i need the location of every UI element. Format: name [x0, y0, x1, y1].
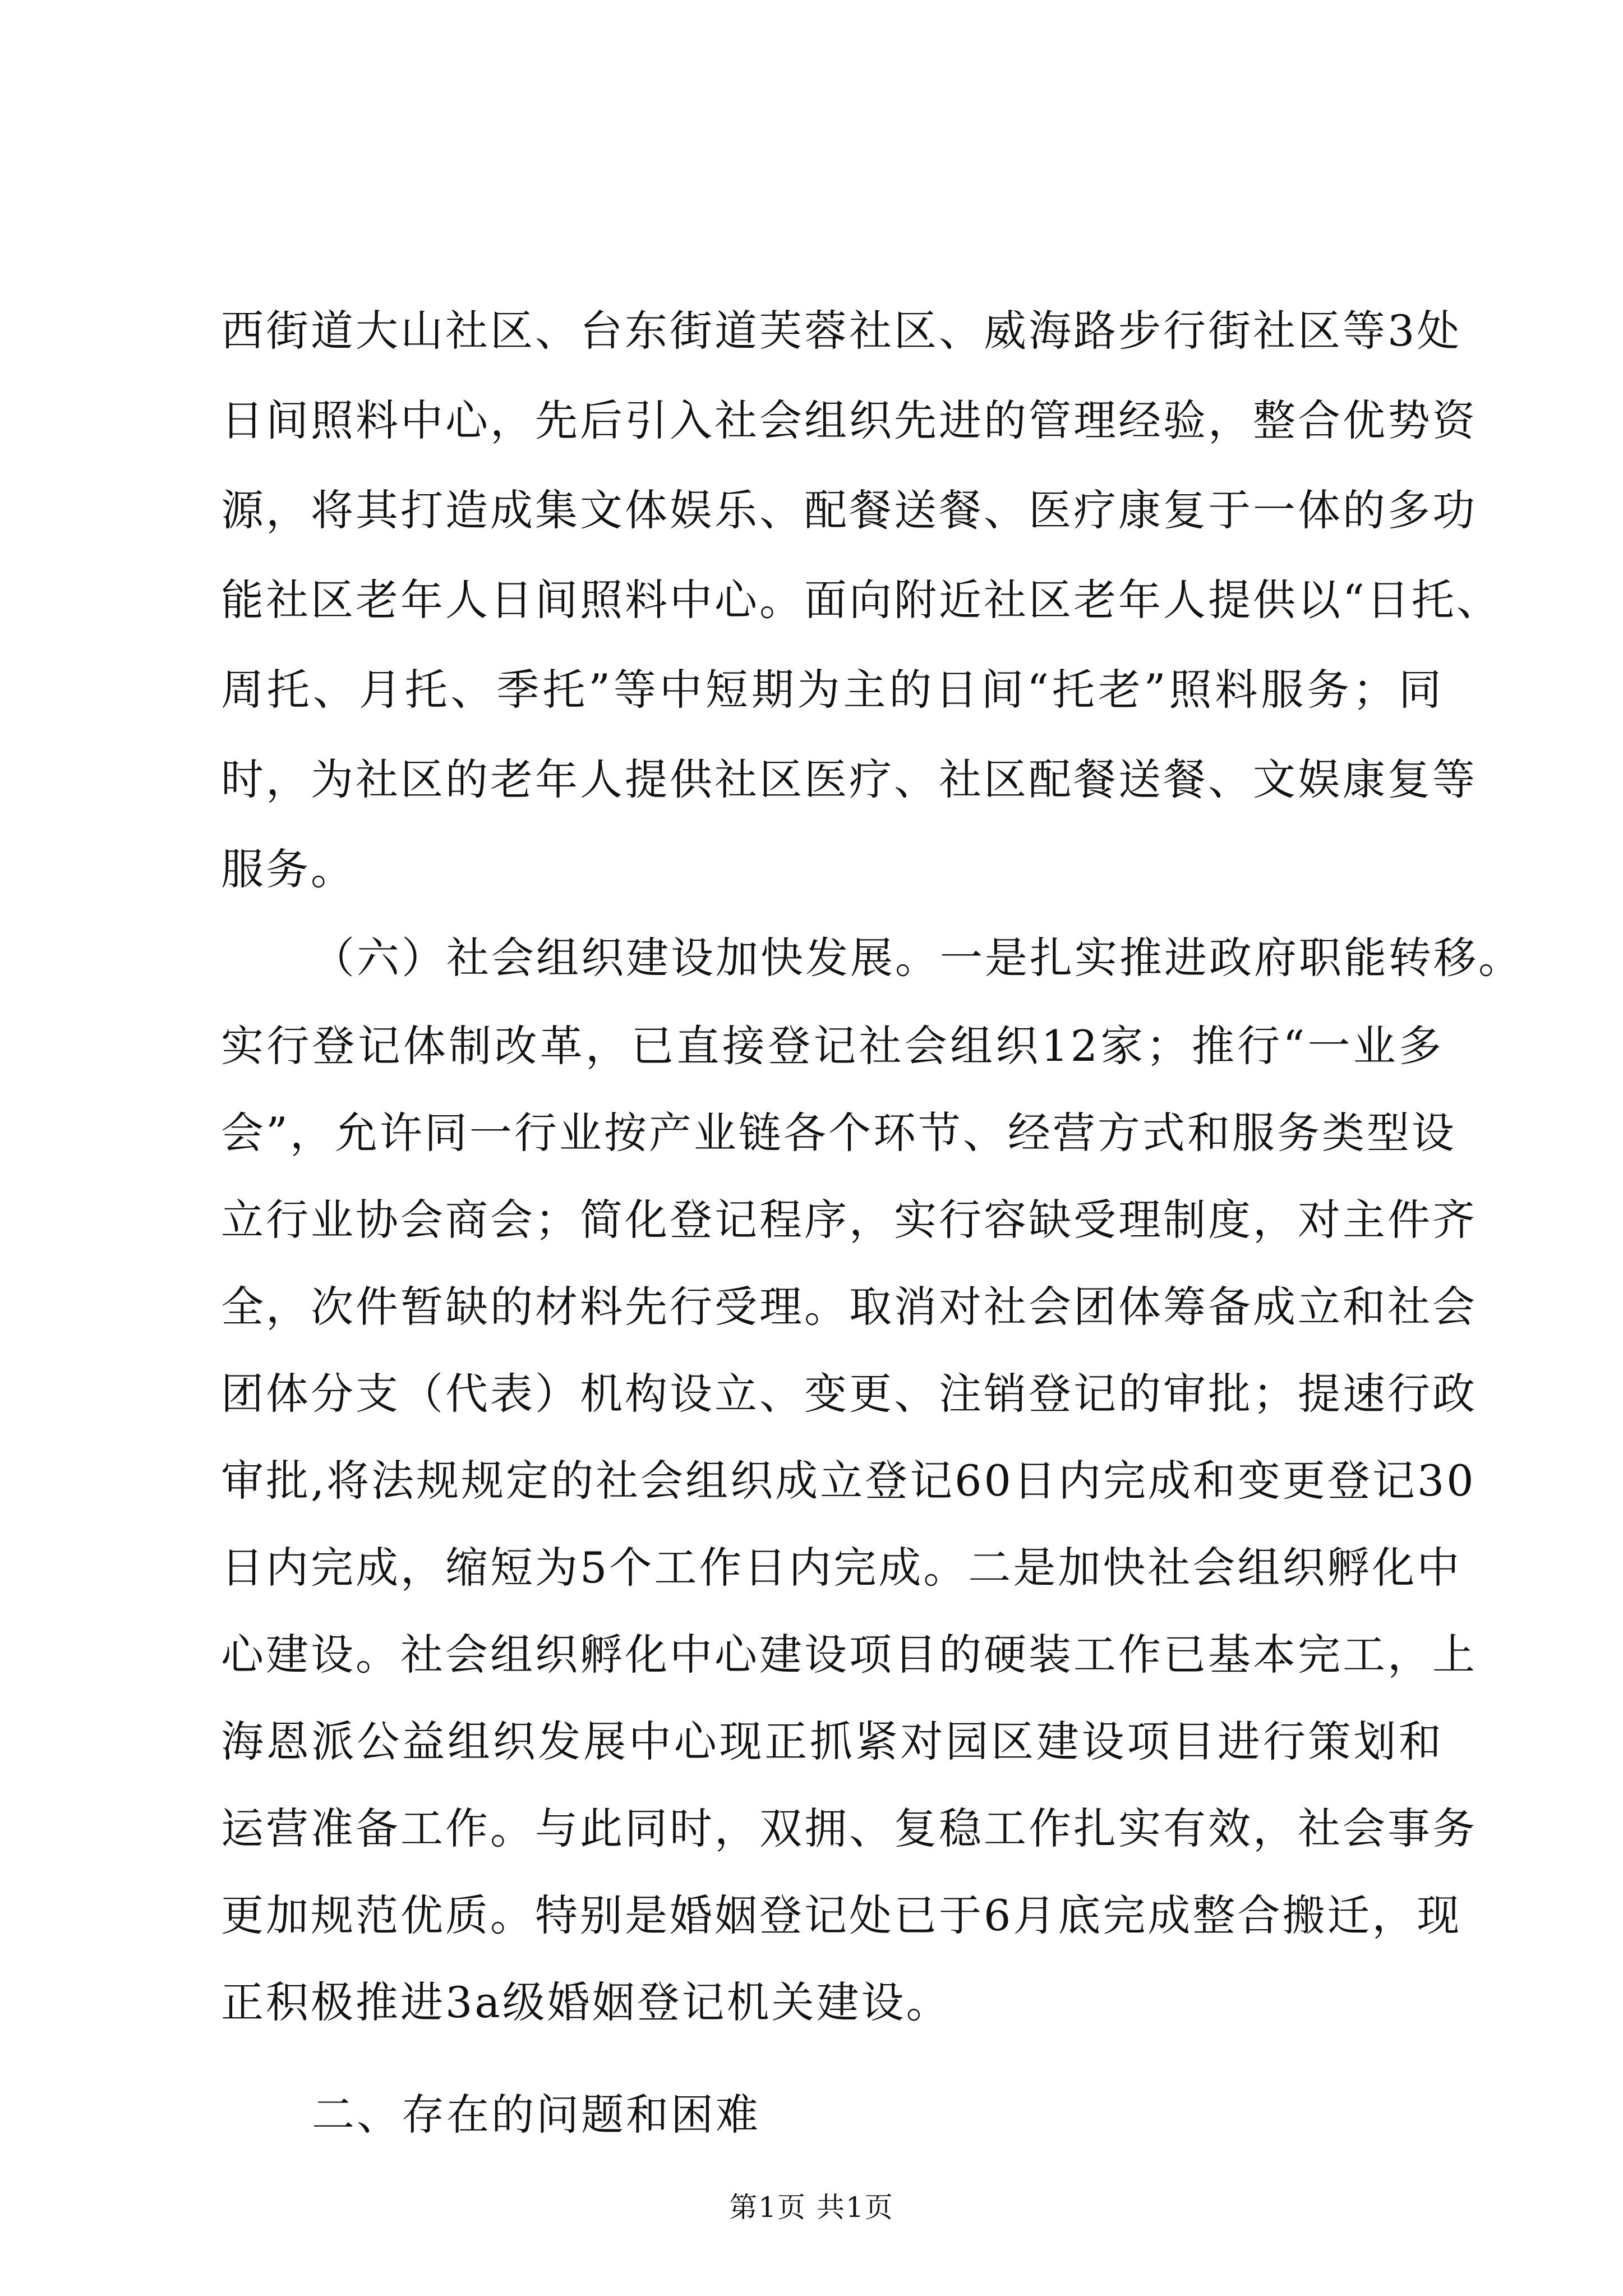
- body-line: 日内完成，缩短为5个工作日内完成。二是加快社会组织孵化中: [221, 1543, 1462, 1593]
- body-line: 全，次件暂缺的材料先行受理。取消对社会团体筹备成立和社会: [221, 1282, 1477, 1332]
- body-line: 审批,将法规规定的社会组织成立登记60日内完成和变更登记30: [221, 1456, 1476, 1506]
- body-line: 运营准备工作。与此同时，双拥、复稳工作扎实有效，社会事务: [221, 1803, 1477, 1853]
- body-line: 心建设。社会组织孵化中心建设项目的硬装工作已基本完工，上: [221, 1630, 1477, 1680]
- body-line: 日间照料中心，先后引入社会组织先进的管理经验，整合优势资: [221, 395, 1477, 445]
- body-line: 源，将其打造成集文体娱乐、配餐送餐、医疗康复于一体的多功: [221, 485, 1477, 535]
- section-heading-two: 二、存在的问题和困难: [312, 2090, 760, 2139]
- body-line: 立行业协会商会；简化登记程序，实行容缺受理制度，对主件齐: [221, 1195, 1477, 1245]
- body-line: 西街道大山社区、台东街道芙蓉社区、威海路步行街社区等3处: [221, 306, 1462, 356]
- body-line: 服务。: [221, 844, 356, 894]
- body-line: 团体分支（代表）机构设立、变更、注销登记的审批；提速行政: [221, 1369, 1477, 1419]
- body-line: 时，为社区的老年人提供社区医疗、社区配餐送餐、文娱康复等: [221, 754, 1477, 804]
- page-footer: 第1页 共1页: [729, 2191, 894, 2224]
- body-line: 正积极推进3a级婚姻登记机关建设。: [221, 1977, 951, 2027]
- body-line: 能社区老年人日间照料中心。面向附近社区老年人提供以“日托、: [221, 575, 1501, 625]
- body-line: 海恩派公益组织发展中心现正抓紧对园区建设项目进行策划和: [221, 1717, 1444, 1766]
- body-line: 会”，允许同一行业按产业链各个环节、经营方式和服务类型设: [221, 1108, 1456, 1158]
- body-line: 周托、月托、季托”等中短期为主的日间“托老”照料服务；同: [221, 665, 1444, 715]
- body-line: 实行登记体制改革，已直接登记社会组织12家；推行“一业多: [221, 1021, 1444, 1071]
- body-line: 更加规范优质。特别是婚姻登记处已于6月底完成整合搬迁，现: [221, 1890, 1462, 1940]
- section-heading-six: （六）社会组织建设加快发展。一是扎实推进政府职能转移。: [312, 933, 1523, 983]
